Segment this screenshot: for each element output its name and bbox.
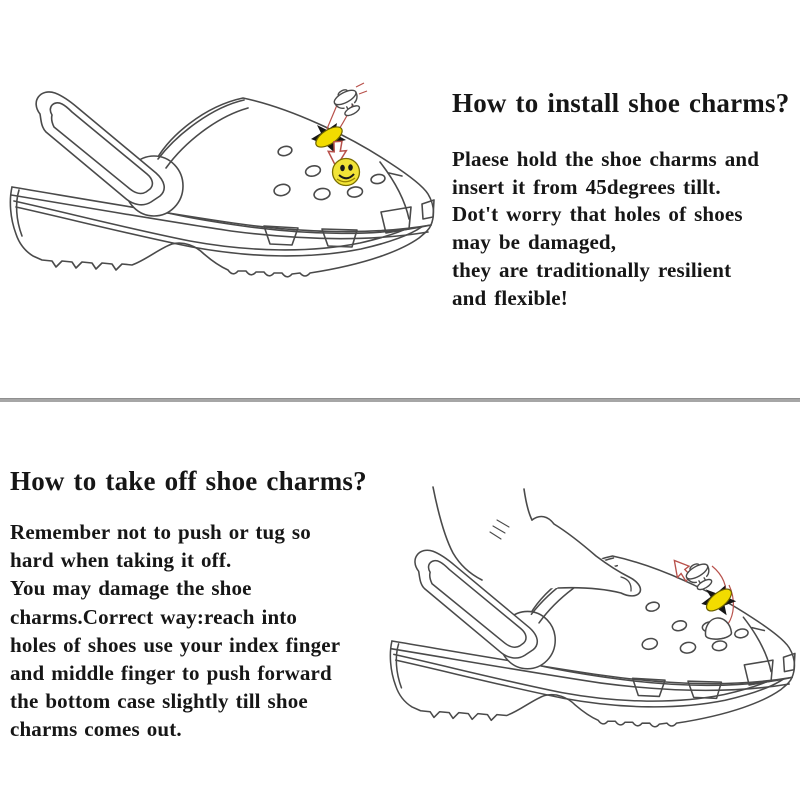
insert-trajectory-line (327, 95, 353, 135)
instruction-line: Dot't worry that holes of shoes (452, 202, 743, 227)
charm-tilted-icon (700, 584, 738, 618)
charm-tilted-icon (311, 123, 346, 153)
charm-side-view-icon (683, 559, 717, 594)
charm-dome-icon (704, 617, 732, 641)
clog-shoe (390, 550, 795, 727)
instruction-line: they are traditionally resilient (452, 257, 732, 282)
remove-section (0, 400, 800, 800)
motion-marks-icon (356, 83, 367, 94)
instruction-line: and middle finger to push forward (10, 661, 332, 686)
instruction-line: holes of shoes use your index finger (10, 632, 341, 657)
smiley-charm-icon (333, 159, 360, 186)
hand-reaching-into-shoe (433, 487, 641, 596)
instruction-line: insert it from 45degrees tillt. (452, 174, 721, 199)
removal-arrow-icon (668, 556, 695, 584)
instruction-line: may be damaged, (452, 230, 617, 255)
instruction-line: Plaese hold the shoe charms and (452, 147, 760, 171)
install-title: How to install shoe charms? (452, 88, 790, 118)
instruction-line: You may damage the shoe (10, 576, 252, 601)
instruction-line: and flexible! (452, 285, 568, 310)
remove-title: How to take off shoe charms? (10, 466, 367, 496)
charm-side-view-icon (331, 85, 364, 119)
instruction-line: hard when taking it off. (10, 548, 232, 573)
charm-removal-sequence (668, 556, 738, 641)
install-instructions (452, 146, 759, 312)
instruction-line: the bottom case slightly till shoe (10, 689, 308, 714)
removal-trajectory-line (712, 566, 733, 624)
clog-shoe (10, 92, 434, 277)
instruction-line: charms comes out. (10, 717, 182, 742)
instruction-line: Remember not to push or tug so (10, 520, 311, 544)
instruction-line: charms.Correct way:reach into (10, 604, 298, 629)
remove-instructions (10, 518, 340, 744)
charm-install-sequence (311, 83, 367, 186)
insert-arrow-icon (327, 140, 347, 167)
